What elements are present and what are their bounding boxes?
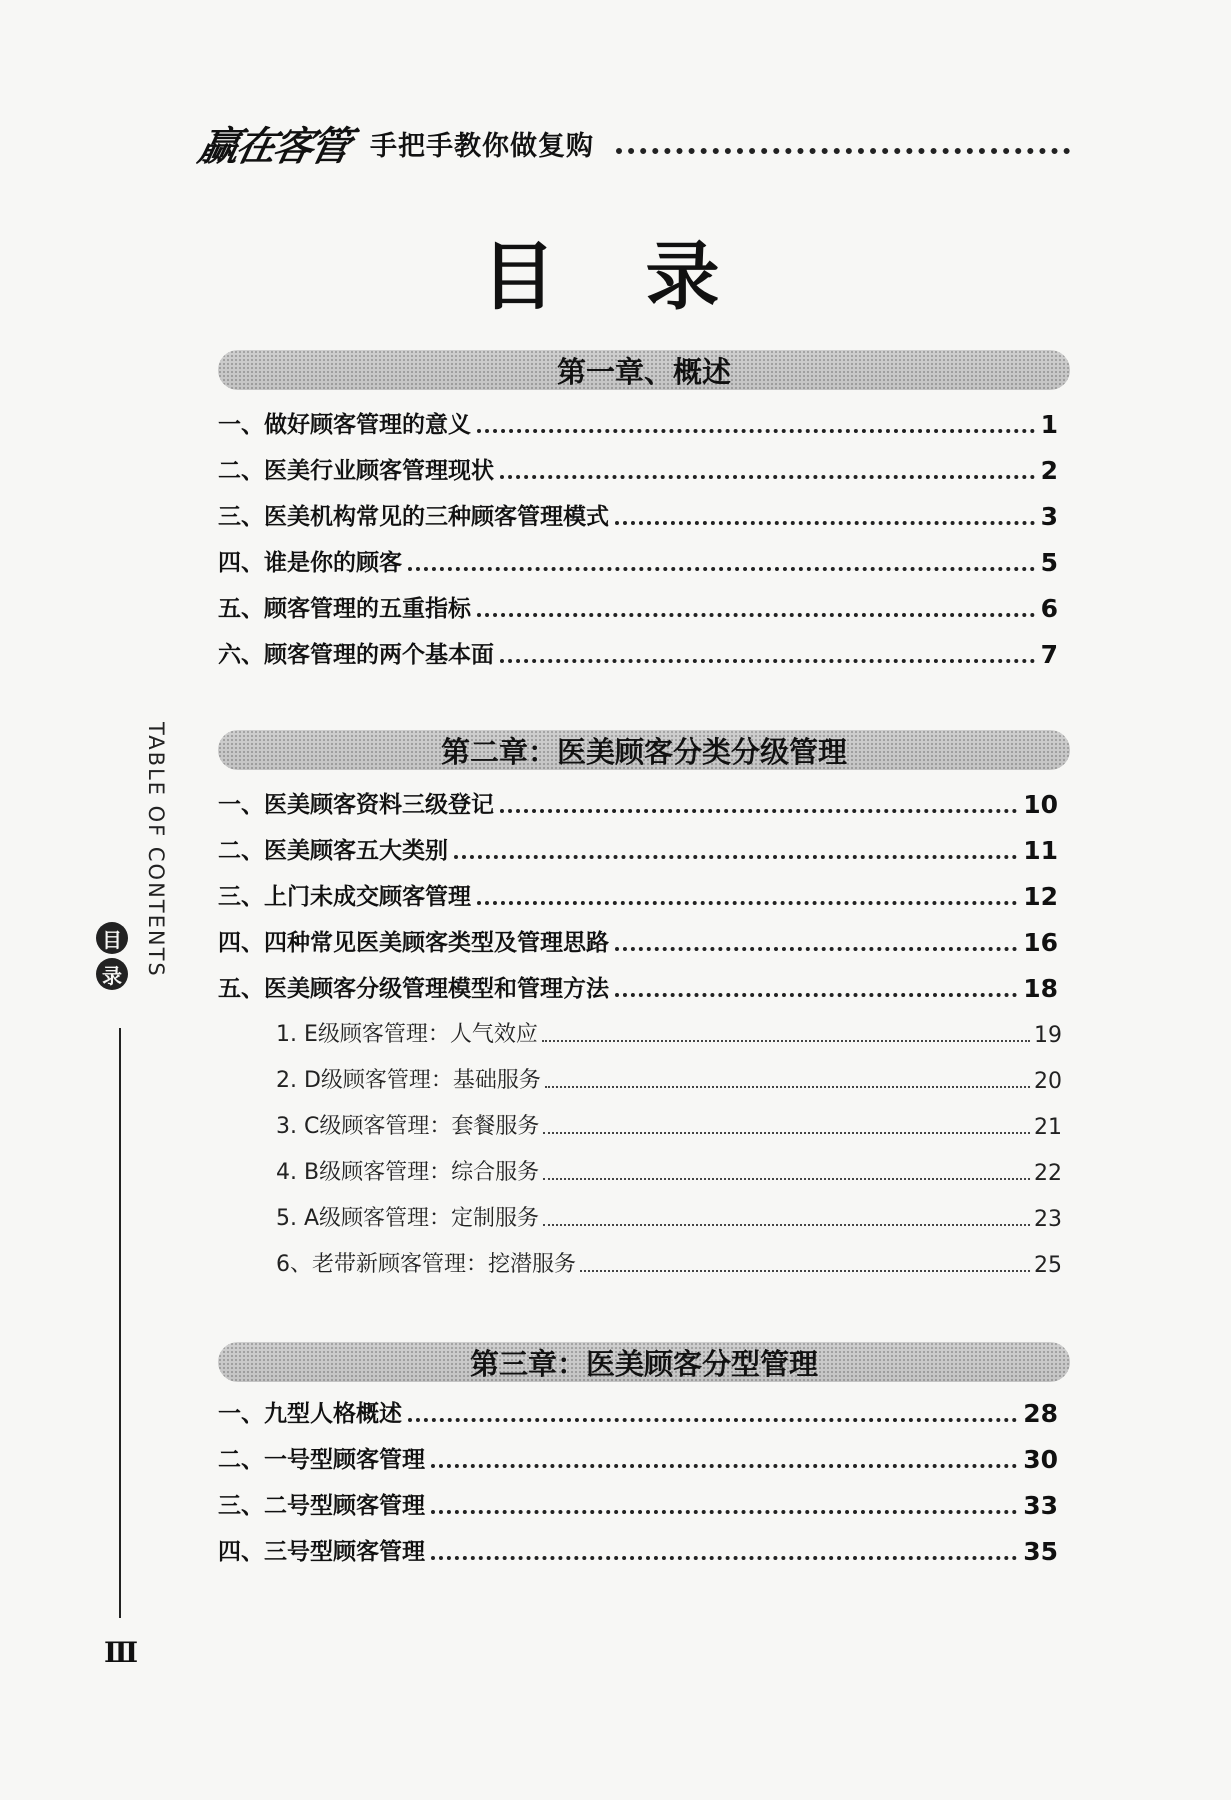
dot-leader xyxy=(580,1268,1030,1272)
toc-entry[interactable] xyxy=(218,589,1058,623)
toc-entry-label: 一、医美顾客资料三级登记 xyxy=(218,792,494,818)
toc-sub-entry-label: 5. A级顾客管理：定制服务 xyxy=(276,1206,540,1231)
toc-entry[interactable] xyxy=(218,497,1058,531)
chapter-2-title: 第二章：医美顾客分类分级管理 xyxy=(440,734,847,769)
chapter-3-heading[interactable] xyxy=(218,1342,1070,1382)
dot-leader xyxy=(477,899,1017,905)
toc-entry-label: 四、四种常见医美顾客类型及管理思路 xyxy=(218,930,609,956)
dot-leader xyxy=(454,853,1017,859)
toc-entry[interactable] xyxy=(218,543,1058,577)
running-header xyxy=(194,118,1070,170)
toc-sub-entry-page: 25 xyxy=(1034,1253,1062,1278)
toc-entry[interactable] xyxy=(218,831,1058,865)
toc-entry-label: 五、医美顾客分级管理模型和管理方法 xyxy=(218,976,609,1002)
toc-entry-page: 7 xyxy=(1040,640,1058,669)
side-vertical-rule xyxy=(119,1028,121,1618)
dot-leader xyxy=(615,991,1017,997)
toc-sub-entry-label: 1. E级顾客管理：人气效应 xyxy=(276,1022,538,1047)
toc-entry-label: 三、上门未成交顾客管理 xyxy=(218,884,471,910)
toc-entry-page: 6 xyxy=(1040,594,1058,623)
dot-leader xyxy=(542,1038,1030,1042)
toc-sub-entry[interactable] xyxy=(276,1108,1062,1140)
toc-entry[interactable] xyxy=(218,877,1058,911)
book-logo: 赢在客管 xyxy=(194,122,353,170)
toc-entry-label: 六、顾客管理的两个基本面 xyxy=(218,642,494,668)
toc-sub-entry[interactable] xyxy=(276,1200,1062,1232)
page-title: 目录 xyxy=(481,234,810,320)
toc-sub-entry[interactable] xyxy=(276,1016,1062,1048)
toc-entry-label: 二、一号型顾客管理 xyxy=(218,1447,425,1473)
dot-leader xyxy=(615,519,1035,525)
toc-sub-entry-label: 2. D级顾客管理：基础服务 xyxy=(276,1068,541,1093)
toc-entry-page: 35 xyxy=(1023,1537,1058,1566)
toc-entry-label: 三、医美机构常见的三种顾客管理模式 xyxy=(218,504,609,530)
dot-leader xyxy=(431,1554,1017,1560)
toc-entry-page: 11 xyxy=(1023,836,1058,865)
toc-entry-page: 28 xyxy=(1023,1399,1058,1428)
dot-leader xyxy=(431,1462,1017,1468)
toc-entry-label: 二、医美顾客五大类别 xyxy=(218,838,448,864)
toc-entry-page: 30 xyxy=(1023,1445,1058,1474)
toc-entry-page: 1 xyxy=(1040,410,1058,439)
toc-sub-entry-page: 22 xyxy=(1034,1161,1062,1186)
toc-sub-entry-label: 4. B级顾客管理：综合服务 xyxy=(276,1160,540,1185)
toc-entry[interactable] xyxy=(218,785,1058,819)
dot-leader xyxy=(500,657,1035,663)
toc-entry-page: 18 xyxy=(1023,974,1058,1003)
chapter-3-title: 第三章：医美顾客分型管理 xyxy=(469,1346,818,1381)
dot-leader xyxy=(543,1130,1030,1134)
toc-sub-entry[interactable] xyxy=(276,1062,1062,1094)
dot-leader xyxy=(408,1416,1017,1422)
toc-entry-page: 10 xyxy=(1023,790,1058,819)
toc-entry-label: 一、做好顾客管理的意义 xyxy=(218,412,471,438)
toc-entry-label: 一、九型人格概述 xyxy=(218,1401,402,1427)
dot-leader xyxy=(408,565,1035,571)
toc-entry[interactable] xyxy=(218,969,1058,1003)
side-tab-text: TABLE OF CONTENTS xyxy=(144,722,168,978)
toc-sub-entry-page: 19 xyxy=(1034,1023,1062,1048)
side-badge-2: 录 xyxy=(96,958,128,990)
chapter-2-heading[interactable] xyxy=(218,730,1070,770)
toc-entry[interactable] xyxy=(218,1486,1058,1520)
toc-sub-entry[interactable] xyxy=(276,1246,1062,1278)
toc-sub-entry-page: 20 xyxy=(1034,1069,1062,1094)
toc-entry[interactable] xyxy=(218,1440,1058,1474)
toc-entry-label: 二、医美行业顾客管理现状 xyxy=(218,458,494,484)
dot-leader xyxy=(545,1084,1030,1088)
chapter-1-title: 第一章、概述 xyxy=(556,354,731,389)
header-dotted-rule xyxy=(616,142,1070,154)
toc-sub-entry-label: 3. C级顾客管理：套餐服务 xyxy=(276,1114,540,1139)
dot-leader xyxy=(500,473,1035,479)
toc-entry-page: 2 xyxy=(1040,456,1058,485)
toc-entry-page: 5 xyxy=(1040,548,1058,577)
dot-leader xyxy=(543,1176,1030,1180)
page-number: Ⅲ xyxy=(104,1636,139,1669)
toc-sub-entry-page: 23 xyxy=(1034,1207,1062,1232)
toc-entry-page: 12 xyxy=(1023,882,1058,911)
toc-entry[interactable] xyxy=(218,923,1058,957)
toc-entry-page: 33 xyxy=(1023,1491,1058,1520)
toc-entry-label: 三、二号型顾客管理 xyxy=(218,1493,425,1519)
toc-entry[interactable] xyxy=(218,1532,1058,1566)
dot-leader xyxy=(615,945,1017,951)
dot-leader xyxy=(431,1508,1017,1514)
dot-leader xyxy=(543,1222,1030,1226)
toc-entry[interactable] xyxy=(218,405,1058,439)
toc-entry-label: 四、三号型顾客管理 xyxy=(218,1539,425,1565)
chapter-1-heading[interactable] xyxy=(218,350,1070,390)
toc-entry[interactable] xyxy=(218,451,1058,485)
dot-leader xyxy=(477,427,1035,433)
dot-leader xyxy=(477,611,1035,617)
toc-entry-label: 五、顾客管理的五重指标 xyxy=(218,596,471,622)
toc-sub-entry-label: 6、老带新顾客管理：挖潜服务 xyxy=(276,1252,576,1277)
toc-entry-page: 16 xyxy=(1023,928,1058,957)
toc-sub-entry-page: 21 xyxy=(1034,1115,1062,1140)
toc-entry-page: 3 xyxy=(1040,502,1058,531)
dot-leader xyxy=(500,807,1017,813)
toc-sub-entry[interactable] xyxy=(276,1154,1062,1186)
toc-entry[interactable] xyxy=(218,635,1058,669)
side-badge-1: 目 xyxy=(96,922,128,954)
toc-entry-label: 四、谁是你的顾客 xyxy=(218,550,402,576)
header-subtitle: 手把手教你做复购 xyxy=(370,130,594,162)
toc-entry[interactable] xyxy=(218,1394,1058,1428)
